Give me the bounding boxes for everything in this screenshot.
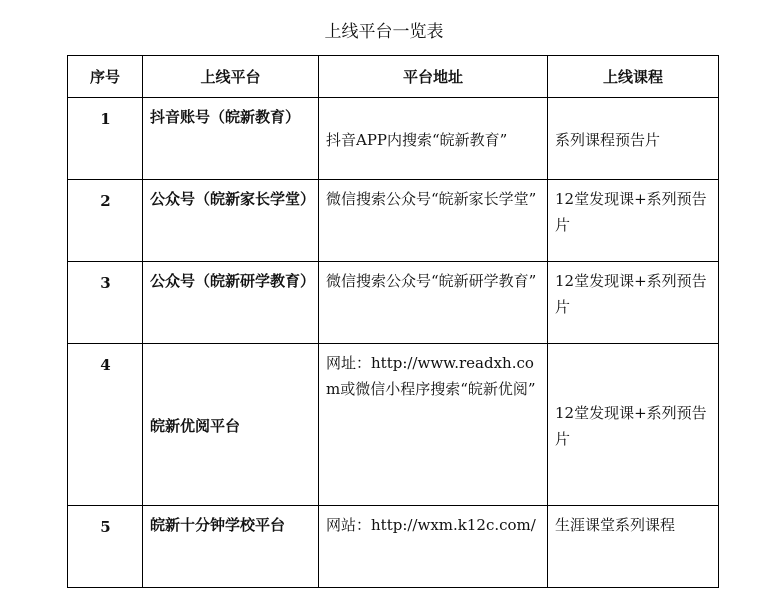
table-row xyxy=(68,180,719,262)
platform-address: 网址：http://www.readxh.com或微信小程序搜索“皖新优阅” xyxy=(319,344,548,506)
row-number: 4 xyxy=(68,344,143,506)
header-address: 平台地址 xyxy=(319,56,548,98)
platform-address: 抖音APP内搜索“皖新教育” xyxy=(319,98,548,180)
platform-name: 公众号（皖新研学教育） xyxy=(143,262,319,344)
platform-name: 皖新十分钟学校平台 xyxy=(143,506,319,588)
table-row xyxy=(68,344,719,506)
header-course: 上线课程 xyxy=(548,56,719,98)
header-no: 序号 xyxy=(68,56,143,98)
platform-address: 网站：http://wxm.k12c.com/ xyxy=(319,506,548,588)
platform-name: 公众号（皖新家长学堂） xyxy=(143,180,319,262)
platform-address: 微信搜索公众号“皖新研学教育” xyxy=(319,262,548,344)
platform-course: 系列课程预告片 xyxy=(548,98,719,180)
platform-course: 12堂发现课+系列预告片 xyxy=(548,180,719,262)
platform-name: 抖音账号（皖新教育） xyxy=(143,98,319,180)
document-title: 上线平台一览表 xyxy=(324,22,444,42)
table-row xyxy=(68,506,719,588)
row-number: 1 xyxy=(68,98,143,180)
platform-course: 生涯课堂系列课程 xyxy=(548,506,719,588)
table-row xyxy=(68,262,719,344)
row-number: 5 xyxy=(68,506,143,588)
platform-address: 微信搜索公众号“皖新家长学堂” xyxy=(319,180,548,262)
platform-course: 12堂发现课+系列预告片 xyxy=(548,344,719,506)
platform-table xyxy=(67,55,719,588)
platform-name: 皖新优阅平台 xyxy=(143,344,319,506)
platform-course: 12堂发现课+系列预告片 xyxy=(548,262,719,344)
table-header-row xyxy=(68,56,719,98)
row-number: 2 xyxy=(68,180,143,262)
row-number: 3 xyxy=(68,262,143,344)
header-platform: 上线平台 xyxy=(143,56,319,98)
table-row xyxy=(68,98,719,180)
